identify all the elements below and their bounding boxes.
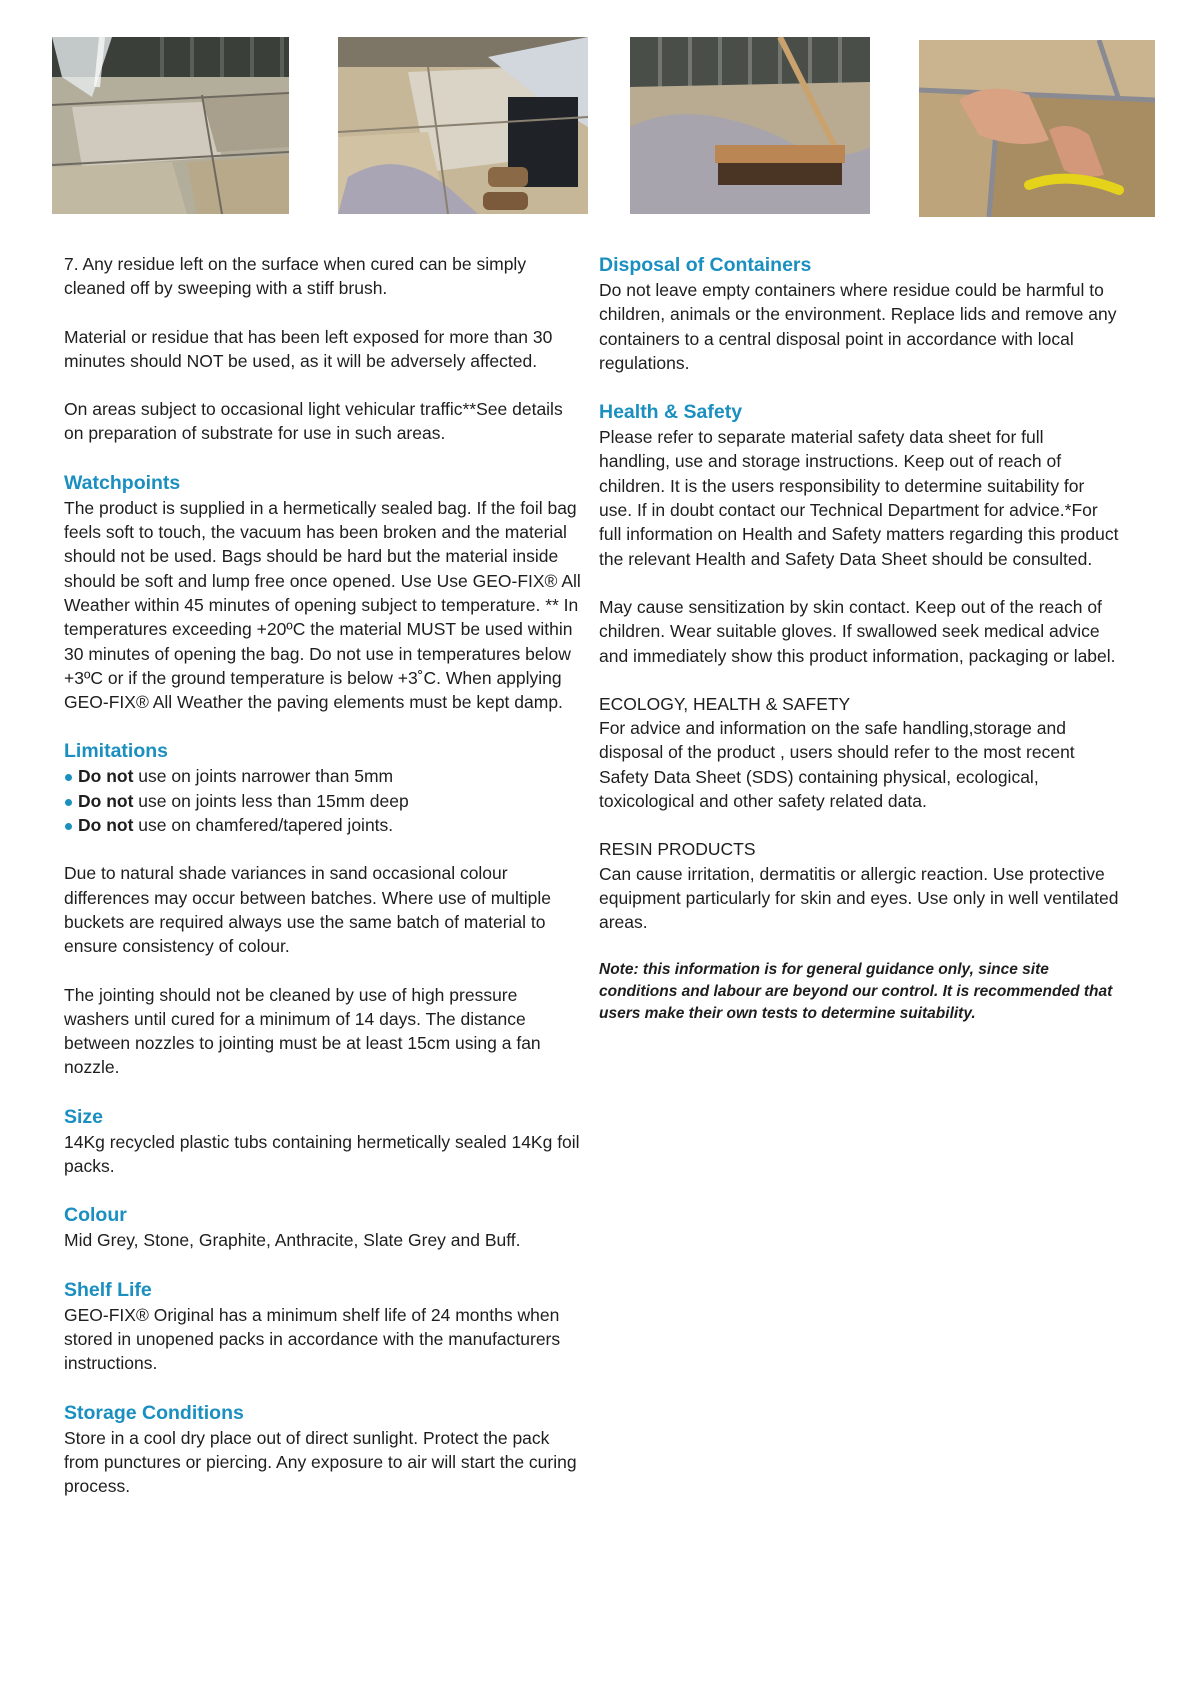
vehicular-traffic-paragraph: On areas subject to occasional light vehicular traffic**See details on preparation of substrate for use in such areas.	[64, 399, 563, 444]
ecology-section	[599, 692, 1119, 813]
disposal-text: Do not leave empty containers where residue could be harmful to children, animals or the environment. Replace lids and remove any containers to a central disposal point in accordance with local regulations.	[599, 280, 1117, 373]
size-heading: Size	[64, 1105, 104, 1128]
ecology-text: For advice and information on the safe handling,storage and disposal of the product , users should refer to the most recent Safety Data Sheet (SDS) containing physical, ecological, toxicological and other safety related data.	[599, 718, 1075, 812]
limitations-heading: Limitations	[64, 740, 169, 763]
guidance-note: Note: this information is for general guidance only, since site conditions and labour are beyond our control. It is recommended that users make their own tests to determine suitability.	[599, 960, 1113, 1022]
resin-text: Can cause irritation, dermatitis or allergic reaction. Use protective equipment particularly for skin and eyes. Use only in well ventilated areas.	[599, 863, 1119, 933]
health-safety-heading: Health & Safety	[599, 401, 743, 424]
ecology-heading: ECOLOGY, HEALTH & SAFETY	[599, 693, 851, 714]
photo-strip	[0, 0, 1200, 230]
water-spraying-paving-photo	[52, 37, 289, 214]
health-safety-text: Please refer to separate material safety data sheet for full handling, use and storage instructions. Keep out of reach of children. It is the users responsibility to determine suitability for use. If in doubt contact our Technical Department for advice.*For full information on Health and Safety matters regarding this product the relevant Health and Safety Data Sheet should be consulted.	[599, 427, 1119, 569]
shelf-life-section	[64, 1277, 584, 1376]
cleaning-step-paragraph: 7. Any residue left on the surface when cured can be simply cleaned off by sweeping with a stiff brush.	[64, 254, 527, 299]
colour-heading: Colour	[64, 1204, 127, 1227]
finishing-joint-photo	[919, 40, 1155, 217]
pressure-washing-paragraph: The jointing should not be cleaned by use of high pressure washers until cured for a minimum of 14 days. The distance between nozzles to jointing must be at least 15cm using a fan nozzle.	[64, 984, 541, 1078]
resin-section	[599, 837, 1119, 934]
bullet-icon	[65, 774, 72, 781]
colour-section	[64, 1202, 584, 1252]
watchpoints-text: The product is supplied in a hermetically sealed bag. If the foil bag feels soft to touch, the vacuum has been broken and the material should not be used. Bags should be hard but the material inside should be soft and lump free once opened. Use Use GEO-FIX® All Weather within 45 minutes of opening subject to temperature. ** In temperatures exceeding +20ºC the material MUST be used within 30 minutes of opening the bag. Do not use in temperatures below +3ºC or if the ground temperature is below +3˚C. When applying GEO-FIX® All Weather the paving elements must be kept damp.	[64, 497, 581, 713]
list-item: Do not use on joints less than 15mm deep	[64, 789, 584, 813]
list-item: Do not use on joints narrower than 5mm	[64, 764, 584, 788]
shelf-life-heading: Shelf Life	[64, 1278, 152, 1301]
list-item: Do not use on chamfered/tapered joints.	[64, 813, 584, 837]
bullet-icon	[65, 823, 72, 830]
resin-heading: RESIN PRODUCTS	[599, 839, 756, 860]
limitations-section	[64, 738, 584, 837]
left-column	[64, 252, 584, 1522]
storage-text: Store in a cool dry place out of direct sunlight. Protect the pack from punctures or piercing. Any exposure to air will start the curing process.	[64, 1427, 577, 1497]
sensitization-paragraph: May cause sensitization by skin contact. Keep out of the reach of children. Wear suitable gloves. If swallowed seek medical advice and immediately show this product information, packaging or label.	[599, 596, 1116, 666]
health-safety-section	[599, 399, 1119, 571]
storage-section	[64, 1400, 584, 1499]
shelf-life-text: GEO-FIX® Original has a minimum shelf life of 24 months when stored in unopened packs in accordance with the manufacturers instructions.	[64, 1304, 561, 1374]
colour-text: Mid Grey, Stone, Graphite, Anthracite, Slate Grey and Buff.	[64, 1230, 521, 1251]
disposal-section	[599, 252, 1119, 375]
brushing-compound-photo	[630, 37, 870, 214]
watchpoints-section	[64, 470, 584, 715]
size-text: 14Kg recycled plastic tubs containing hermetically sealed 14Kg foil packs.	[64, 1131, 580, 1177]
bullet-icon	[65, 799, 72, 806]
right-column	[599, 252, 1119, 1025]
pouring-jointing-compound-photo	[338, 37, 588, 214]
limitations-list	[64, 764, 584, 837]
disposal-heading: Disposal of Containers	[599, 254, 812, 276]
exposure-warning-paragraph: Material or residue that has been left exposed for more than 30 minutes should NOT be used, as it will be adversely affected.	[64, 326, 553, 371]
storage-heading: Storage Conditions	[64, 1401, 244, 1424]
colour-variance-paragraph: Due to natural shade variances in sand occasional colour differences may occur between batches. Where use of multiple buckets are required always use the same batch of material to ensure consistency of colour.	[64, 863, 552, 957]
size-section	[64, 1104, 584, 1179]
watchpoints-heading: Watchpoints	[64, 471, 181, 494]
